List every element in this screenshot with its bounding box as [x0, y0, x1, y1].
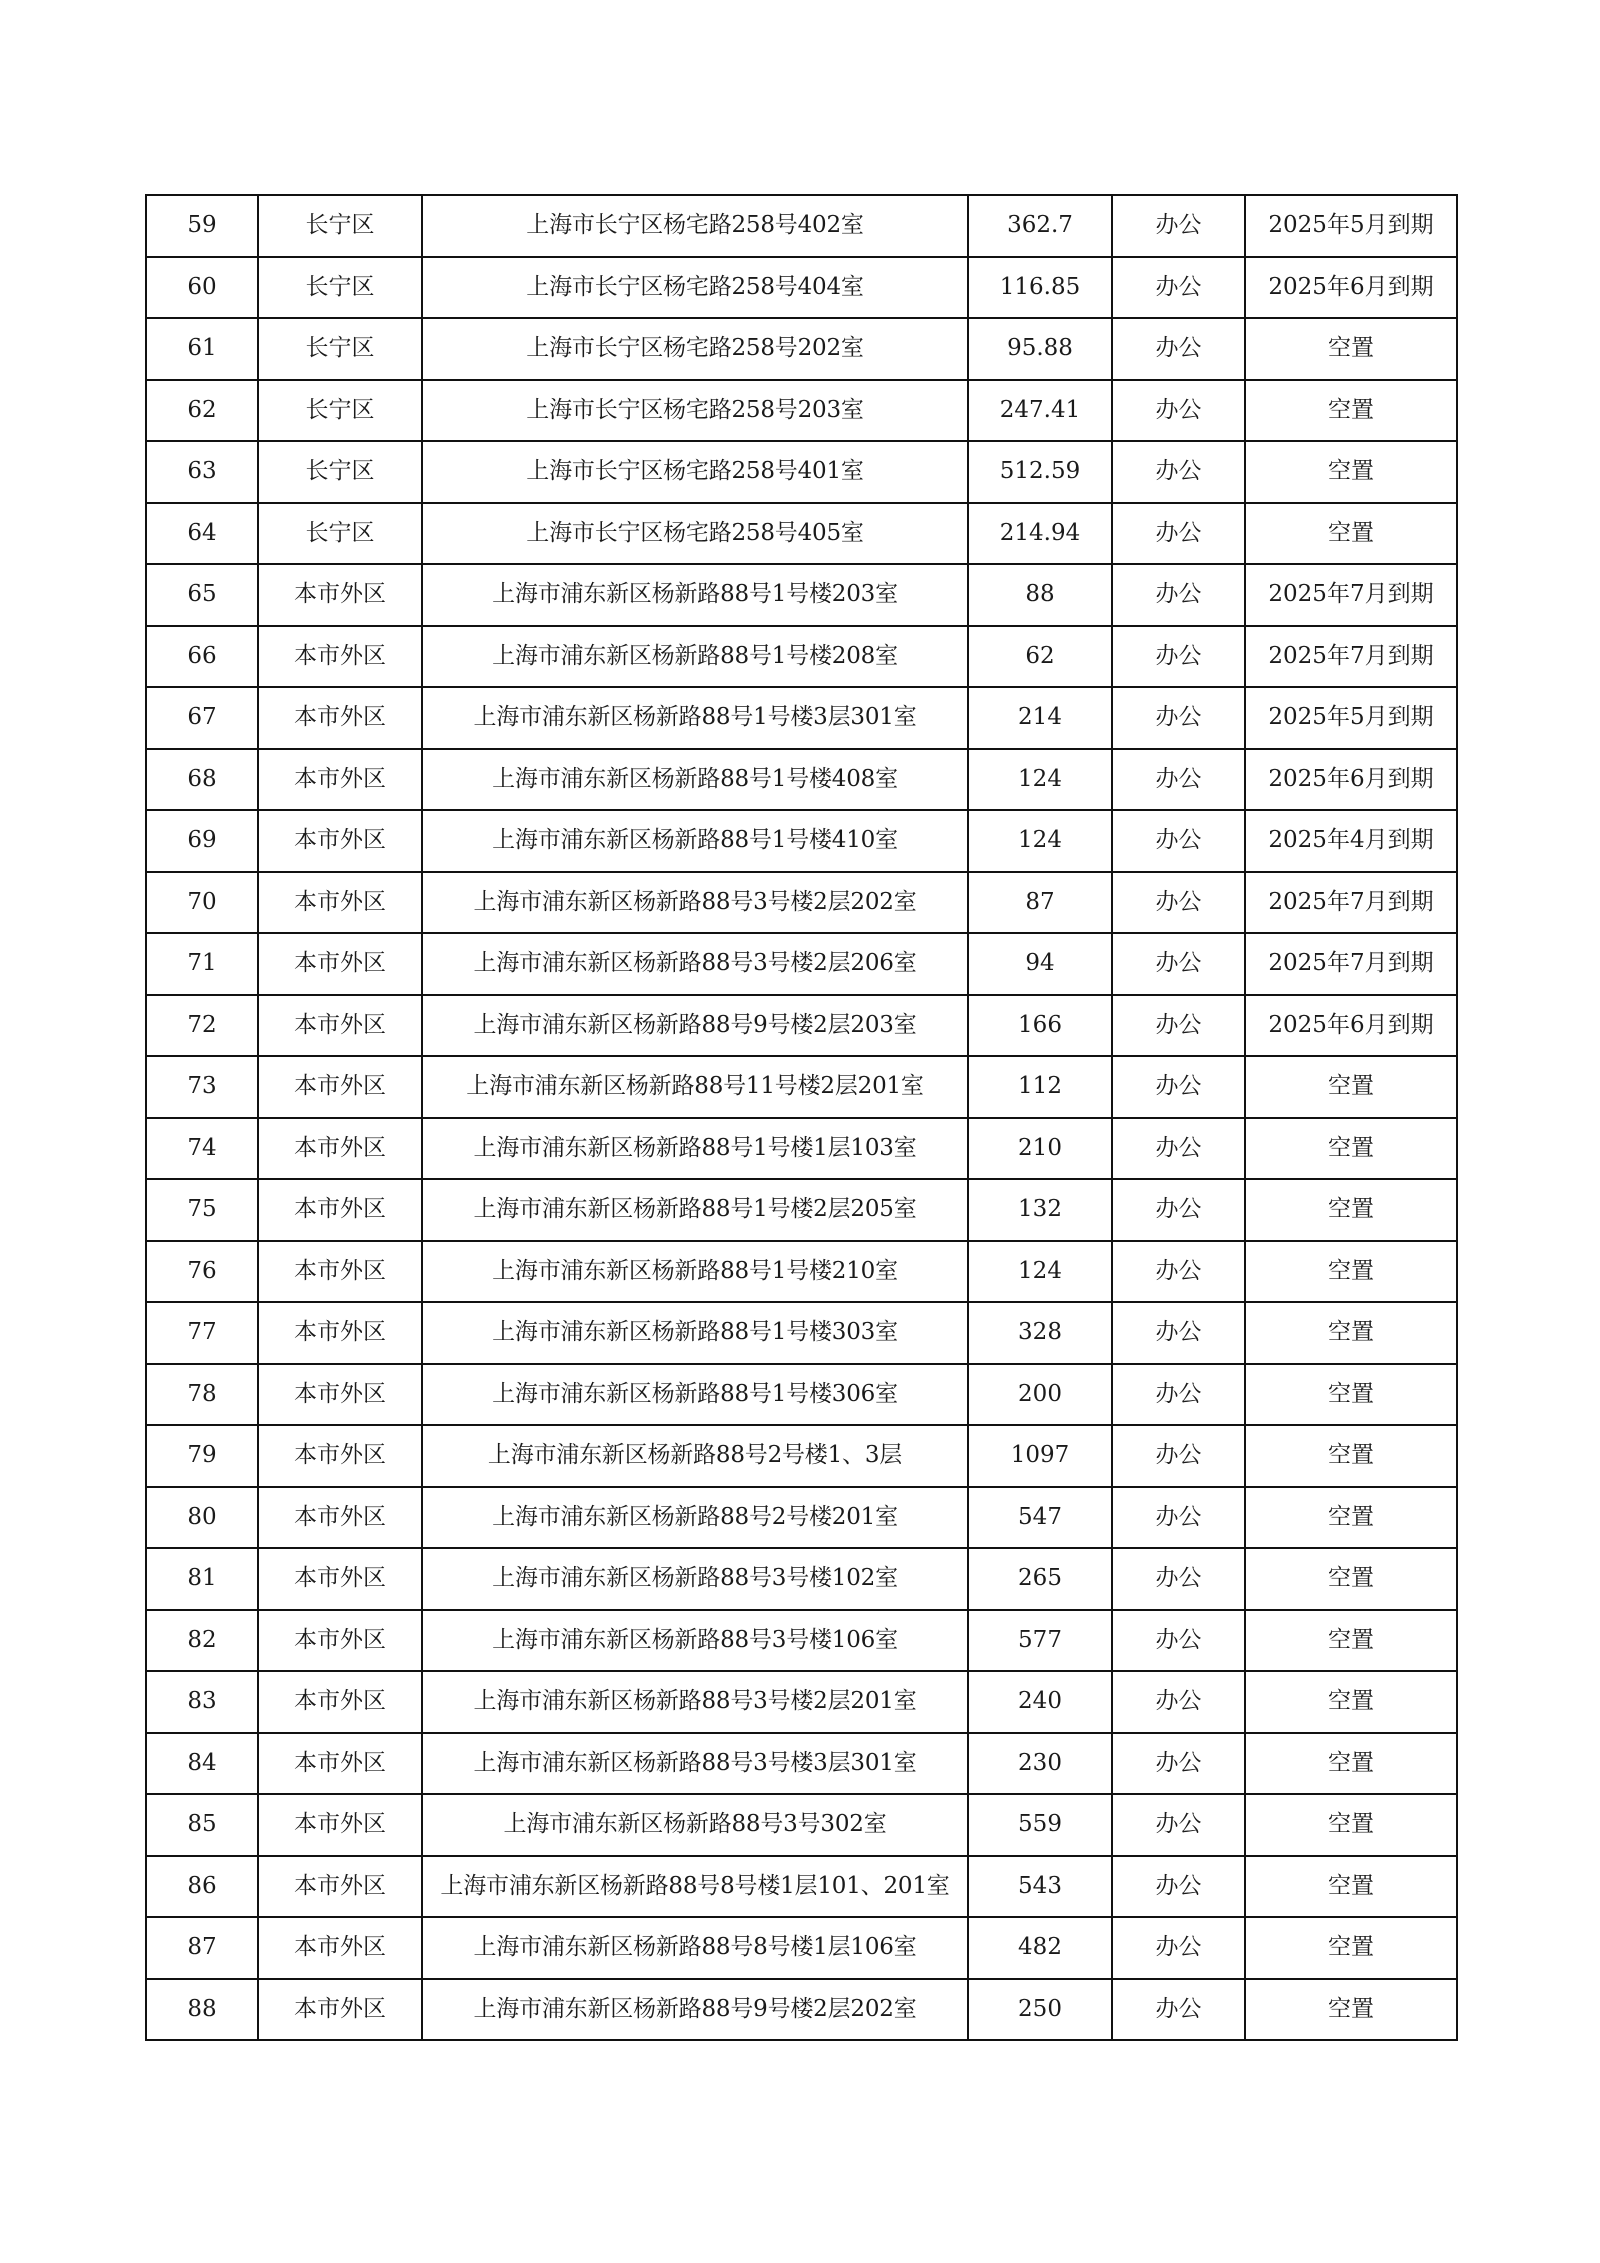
address-cell: 上海市长宁区杨宅路258号202室 [422, 318, 968, 380]
table-row [146, 933, 1457, 995]
address-cell: 上海市浦东新区杨新路88号9号楼2层202室 [422, 1979, 968, 2041]
district-cell: 长宁区 [258, 503, 422, 565]
usage-cell: 办公 [1112, 318, 1245, 380]
area-cell: 543 [968, 1856, 1112, 1918]
table-row [146, 1179, 1457, 1241]
row-number-cell: 76 [146, 1241, 258, 1303]
usage-cell: 办公 [1112, 380, 1245, 442]
usage-cell: 办公 [1112, 1056, 1245, 1118]
area-cell: 132 [968, 1179, 1112, 1241]
row-number-cell: 67 [146, 687, 258, 749]
usage-cell: 办公 [1112, 749, 1245, 811]
address-cell: 上海市长宁区杨宅路258号401室 [422, 441, 968, 503]
district-cell: 长宁区 [258, 195, 422, 257]
table-row [146, 1487, 1457, 1549]
area-cell: 95.88 [968, 318, 1112, 380]
district-cell: 长宁区 [258, 441, 422, 503]
status-cell: 空置 [1245, 1979, 1457, 2041]
status-cell: 空置 [1245, 1425, 1457, 1487]
area-cell: 230 [968, 1733, 1112, 1795]
property-table-body [146, 195, 1457, 2040]
table-row [146, 872, 1457, 934]
table-row [146, 749, 1457, 811]
status-cell: 空置 [1245, 380, 1457, 442]
address-cell: 上海市浦东新区杨新路88号3号楼106室 [422, 1610, 968, 1672]
row-number-cell: 65 [146, 564, 258, 626]
usage-cell: 办公 [1112, 1118, 1245, 1180]
status-cell: 2025年7月到期 [1245, 872, 1457, 934]
district-cell: 本市外区 [258, 1856, 422, 1918]
row-number-cell: 82 [146, 1610, 258, 1672]
address-cell: 上海市浦东新区杨新路88号3号302室 [422, 1794, 968, 1856]
address-cell: 上海市浦东新区杨新路88号1号楼408室 [422, 749, 968, 811]
district-cell: 本市外区 [258, 872, 422, 934]
usage-cell: 办公 [1112, 1548, 1245, 1610]
status-cell: 2025年7月到期 [1245, 626, 1457, 688]
row-number-cell: 79 [146, 1425, 258, 1487]
table-row [146, 1302, 1457, 1364]
row-number-cell: 78 [146, 1364, 258, 1426]
district-cell: 本市外区 [258, 687, 422, 749]
row-number-cell: 83 [146, 1671, 258, 1733]
address-cell: 上海市浦东新区杨新路88号1号楼410室 [422, 810, 968, 872]
area-cell: 362.7 [968, 195, 1112, 257]
table-row [146, 195, 1457, 257]
row-number-cell: 86 [146, 1856, 258, 1918]
table-row [146, 564, 1457, 626]
status-cell: 空置 [1245, 1364, 1457, 1426]
address-cell: 上海市浦东新区杨新路88号1号楼306室 [422, 1364, 968, 1426]
row-number-cell: 61 [146, 318, 258, 380]
row-number-cell: 84 [146, 1733, 258, 1795]
address-cell: 上海市浦东新区杨新路88号2号楼201室 [422, 1487, 968, 1549]
usage-cell: 办公 [1112, 1241, 1245, 1303]
table-row [146, 1917, 1457, 1979]
usage-cell: 办公 [1112, 1794, 1245, 1856]
area-cell: 328 [968, 1302, 1112, 1364]
usage-cell: 办公 [1112, 810, 1245, 872]
row-number-cell: 66 [146, 626, 258, 688]
status-cell: 空置 [1245, 1118, 1457, 1180]
usage-cell: 办公 [1112, 995, 1245, 1057]
status-cell: 空置 [1245, 318, 1457, 380]
district-cell: 本市外区 [258, 1425, 422, 1487]
usage-cell: 办公 [1112, 1364, 1245, 1426]
area-cell: 124 [968, 810, 1112, 872]
district-cell: 本市外区 [258, 1179, 422, 1241]
row-number-cell: 64 [146, 503, 258, 565]
address-cell: 上海市浦东新区杨新路88号11号楼2层201室 [422, 1056, 968, 1118]
table-row [146, 1425, 1457, 1487]
district-cell: 本市外区 [258, 1364, 422, 1426]
address-cell: 上海市长宁区杨宅路258号404室 [422, 257, 968, 319]
row-number-cell: 75 [146, 1179, 258, 1241]
address-cell: 上海市浦东新区杨新路88号3号楼2层206室 [422, 933, 968, 995]
row-number-cell: 62 [146, 380, 258, 442]
usage-cell: 办公 [1112, 1179, 1245, 1241]
address-cell: 上海市浦东新区杨新路88号8号楼1层106室 [422, 1917, 968, 1979]
usage-cell: 办公 [1112, 1856, 1245, 1918]
area-cell: 547 [968, 1487, 1112, 1549]
district-cell: 本市外区 [258, 1733, 422, 1795]
address-cell: 上海市浦东新区杨新路88号1号楼1层103室 [422, 1118, 968, 1180]
area-cell: 124 [968, 1241, 1112, 1303]
address-cell: 上海市浦东新区杨新路88号2号楼1、3层 [422, 1425, 968, 1487]
status-cell: 2025年6月到期 [1245, 257, 1457, 319]
district-cell: 长宁区 [258, 318, 422, 380]
table-row [146, 503, 1457, 565]
row-number-cell: 74 [146, 1118, 258, 1180]
address-cell: 上海市浦东新区杨新路88号1号楼3层301室 [422, 687, 968, 749]
row-number-cell: 73 [146, 1056, 258, 1118]
table-row [146, 995, 1457, 1057]
table-row [146, 687, 1457, 749]
status-cell: 2025年4月到期 [1245, 810, 1457, 872]
area-cell: 512.59 [968, 441, 1112, 503]
area-cell: 265 [968, 1548, 1112, 1610]
address-cell: 上海市长宁区杨宅路258号203室 [422, 380, 968, 442]
district-cell: 本市外区 [258, 1979, 422, 2041]
district-cell: 本市外区 [258, 1917, 422, 1979]
status-cell: 空置 [1245, 1917, 1457, 1979]
row-number-cell: 77 [146, 1302, 258, 1364]
status-cell: 2025年5月到期 [1245, 195, 1457, 257]
district-cell: 本市外区 [258, 933, 422, 995]
address-cell: 上海市浦东新区杨新路88号3号楼2层202室 [422, 872, 968, 934]
status-cell: 空置 [1245, 1856, 1457, 1918]
area-cell: 112 [968, 1056, 1112, 1118]
table-row [146, 1733, 1457, 1795]
usage-cell: 办公 [1112, 687, 1245, 749]
row-number-cell: 72 [146, 995, 258, 1057]
table-row [146, 1056, 1457, 1118]
address-cell: 上海市浦东新区杨新路88号1号楼2层205室 [422, 1179, 968, 1241]
area-cell: 214.94 [968, 503, 1112, 565]
row-number-cell: 70 [146, 872, 258, 934]
row-number-cell: 68 [146, 749, 258, 811]
usage-cell: 办公 [1112, 933, 1245, 995]
address-cell: 上海市浦东新区杨新路88号1号楼210室 [422, 1241, 968, 1303]
usage-cell: 办公 [1112, 1487, 1245, 1549]
district-cell: 本市外区 [258, 1241, 422, 1303]
area-cell: 94 [968, 933, 1112, 995]
area-cell: 577 [968, 1610, 1112, 1672]
area-cell: 1097 [968, 1425, 1112, 1487]
usage-cell: 办公 [1112, 626, 1245, 688]
row-number-cell: 88 [146, 1979, 258, 2041]
address-cell: 上海市浦东新区杨新路88号1号楼203室 [422, 564, 968, 626]
area-cell: 200 [968, 1364, 1112, 1426]
status-cell: 2025年5月到期 [1245, 687, 1457, 749]
area-cell: 250 [968, 1979, 1112, 2041]
district-cell: 长宁区 [258, 257, 422, 319]
table-row [146, 1610, 1457, 1672]
district-cell: 本市外区 [258, 626, 422, 688]
usage-cell: 办公 [1112, 872, 1245, 934]
usage-cell: 办公 [1112, 1733, 1245, 1795]
usage-cell: 办公 [1112, 1671, 1245, 1733]
district-cell: 本市外区 [258, 564, 422, 626]
address-cell: 上海市浦东新区杨新路88号3号楼102室 [422, 1548, 968, 1610]
usage-cell: 办公 [1112, 1917, 1245, 1979]
district-cell: 本市外区 [258, 749, 422, 811]
area-cell: 62 [968, 626, 1112, 688]
district-cell: 本市外区 [258, 810, 422, 872]
usage-cell: 办公 [1112, 503, 1245, 565]
address-cell: 上海市浦东新区杨新路88号9号楼2层203室 [422, 995, 968, 1057]
table-row [146, 810, 1457, 872]
area-cell: 482 [968, 1917, 1112, 1979]
area-cell: 210 [968, 1118, 1112, 1180]
area-cell: 559 [968, 1794, 1112, 1856]
address-cell: 上海市浦东新区杨新路88号3号楼2层201室 [422, 1671, 968, 1733]
table-row [146, 1118, 1457, 1180]
table-row [146, 1979, 1457, 2041]
table-row [146, 1548, 1457, 1610]
area-cell: 124 [968, 749, 1112, 811]
status-cell: 空置 [1245, 1302, 1457, 1364]
district-cell: 长宁区 [258, 380, 422, 442]
status-cell: 空置 [1245, 1671, 1457, 1733]
address-cell: 上海市浦东新区杨新路88号1号楼208室 [422, 626, 968, 688]
status-cell: 2025年6月到期 [1245, 749, 1457, 811]
table-row [146, 441, 1457, 503]
table-row [146, 1671, 1457, 1733]
row-number-cell: 69 [146, 810, 258, 872]
status-cell: 空置 [1245, 1610, 1457, 1672]
status-cell: 空置 [1245, 1179, 1457, 1241]
address-cell: 上海市浦东新区杨新路88号1号楼303室 [422, 1302, 968, 1364]
usage-cell: 办公 [1112, 195, 1245, 257]
area-cell: 87 [968, 872, 1112, 934]
row-number-cell: 81 [146, 1548, 258, 1610]
table-row [146, 1241, 1457, 1303]
area-cell: 166 [968, 995, 1112, 1057]
area-cell: 116.85 [968, 257, 1112, 319]
address-cell: 上海市长宁区杨宅路258号402室 [422, 195, 968, 257]
district-cell: 本市外区 [258, 1302, 422, 1364]
district-cell: 本市外区 [258, 1671, 422, 1733]
address-cell: 上海市长宁区杨宅路258号405室 [422, 503, 968, 565]
status-cell: 空置 [1245, 1548, 1457, 1610]
status-cell: 空置 [1245, 1794, 1457, 1856]
row-number-cell: 59 [146, 195, 258, 257]
district-cell: 本市外区 [258, 995, 422, 1057]
district-cell: 本市外区 [258, 1610, 422, 1672]
usage-cell: 办公 [1112, 1979, 1245, 2041]
usage-cell: 办公 [1112, 257, 1245, 319]
table-row [146, 380, 1457, 442]
address-cell: 上海市浦东新区杨新路88号3号楼3层301室 [422, 1733, 968, 1795]
status-cell: 2025年7月到期 [1245, 564, 1457, 626]
usage-cell: 办公 [1112, 564, 1245, 626]
area-cell: 214 [968, 687, 1112, 749]
row-number-cell: 60 [146, 257, 258, 319]
status-cell: 空置 [1245, 503, 1457, 565]
address-cell: 上海市浦东新区杨新路88号8号楼1层101、201室 [422, 1856, 968, 1918]
table-row [146, 1364, 1457, 1426]
usage-cell: 办公 [1112, 1302, 1245, 1364]
district-cell: 本市外区 [258, 1487, 422, 1549]
status-cell: 2025年7月到期 [1245, 933, 1457, 995]
status-cell: 空置 [1245, 1241, 1457, 1303]
table-row [146, 1856, 1457, 1918]
status-cell: 空置 [1245, 441, 1457, 503]
status-cell: 空置 [1245, 1487, 1457, 1549]
row-number-cell: 85 [146, 1794, 258, 1856]
usage-cell: 办公 [1112, 1610, 1245, 1672]
usage-cell: 办公 [1112, 441, 1245, 503]
area-cell: 88 [968, 564, 1112, 626]
row-number-cell: 80 [146, 1487, 258, 1549]
table-row [146, 626, 1457, 688]
row-number-cell: 87 [146, 1917, 258, 1979]
usage-cell: 办公 [1112, 1425, 1245, 1487]
district-cell: 本市外区 [258, 1056, 422, 1118]
property-table [145, 194, 1458, 2041]
table-row [146, 318, 1457, 380]
area-cell: 240 [968, 1671, 1112, 1733]
district-cell: 本市外区 [258, 1794, 422, 1856]
area-cell: 247.41 [968, 380, 1112, 442]
table-row [146, 257, 1457, 319]
row-number-cell: 71 [146, 933, 258, 995]
status-cell: 空置 [1245, 1733, 1457, 1795]
table-row [146, 1794, 1457, 1856]
status-cell: 空置 [1245, 1056, 1457, 1118]
status-cell: 2025年6月到期 [1245, 995, 1457, 1057]
row-number-cell: 63 [146, 441, 258, 503]
district-cell: 本市外区 [258, 1118, 422, 1180]
district-cell: 本市外区 [258, 1548, 422, 1610]
